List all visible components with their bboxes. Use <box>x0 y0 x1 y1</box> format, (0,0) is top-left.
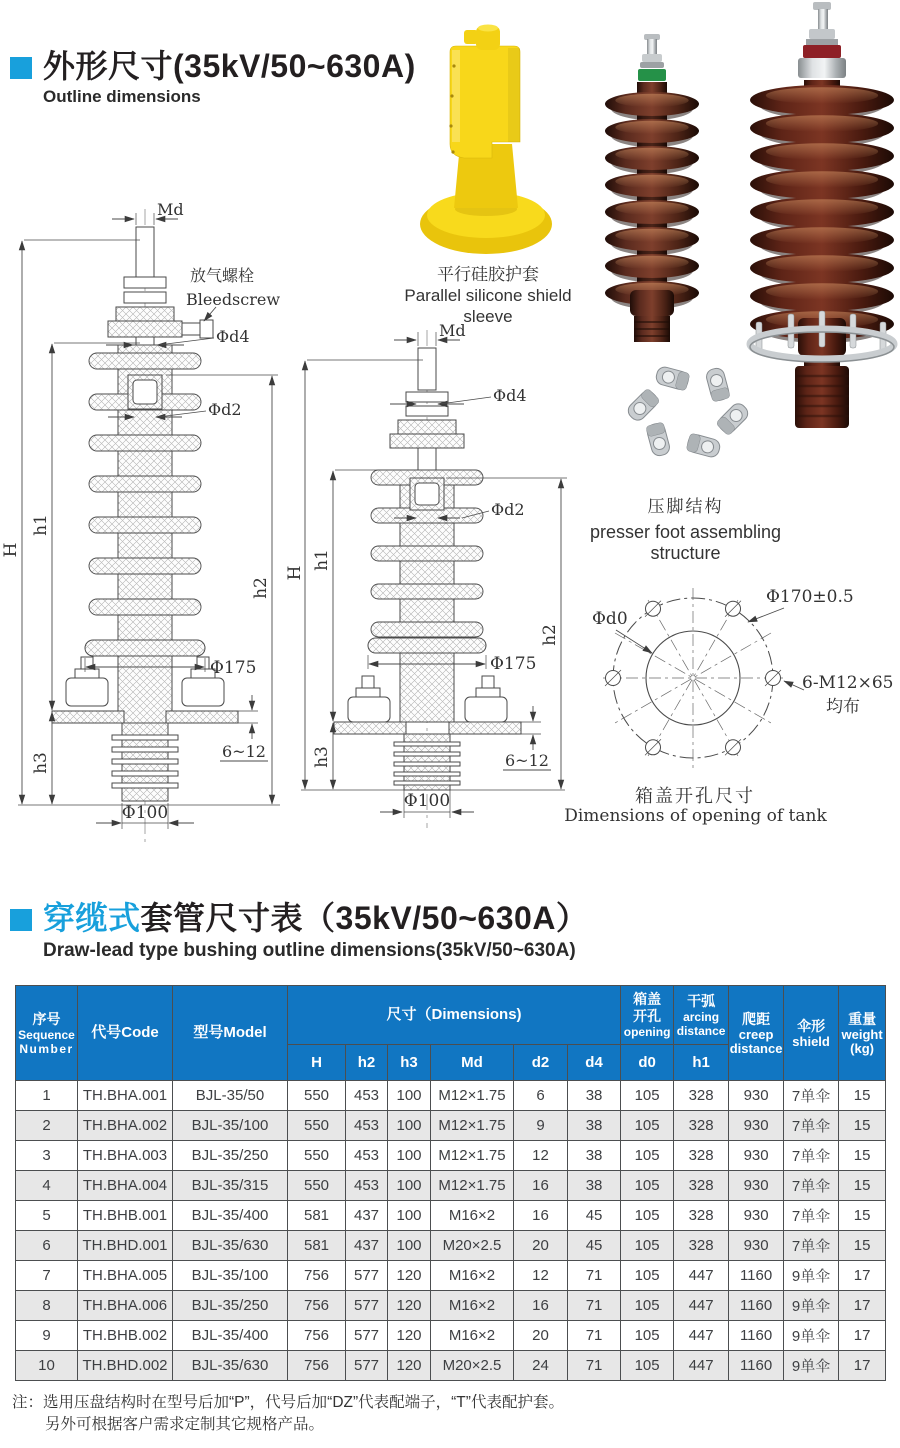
arc-cn: 干弧 <box>687 992 716 1009</box>
table-cell: 4 <box>16 1171 78 1201</box>
sleeve-caption-cn: 平行硅胶护套 <box>437 265 539 284</box>
table-cell: 105 <box>621 1261 674 1291</box>
table-cell: 15 <box>839 1201 886 1231</box>
model-label: 型号Model <box>193 1024 267 1041</box>
shield-en: shield <box>792 1033 830 1049</box>
seq-en1: Sequence <box>18 1027 75 1042</box>
dim-d2-label: Φd2 <box>208 400 242 419</box>
table-cell: 17 <box>839 1321 886 1351</box>
tank-bolt-circle-label: Φ170±0.5 <box>766 587 854 607</box>
table-cell: M12×1.75 <box>431 1171 514 1201</box>
page-title: 外形尺寸(35kV/50~630A) <box>43 48 416 84</box>
table-cell: 71 <box>568 1261 621 1291</box>
table-cell: 7单伞 <box>784 1201 839 1231</box>
open-en: opening <box>623 1025 671 1039</box>
table-cell: TH.BHD.002 <box>78 1351 173 1381</box>
table-cell: 7单伞 <box>784 1111 839 1141</box>
dim-h1-label: h1 <box>312 549 332 571</box>
table-cell: 38 <box>568 1111 621 1141</box>
dim-100-label: Φ100 <box>121 803 169 823</box>
table-cell: 1160 <box>729 1261 784 1291</box>
table-cell: 328 <box>674 1111 729 1141</box>
table-cell: BJL-35/400 <box>173 1201 288 1231</box>
table-cell: 930 <box>729 1171 784 1201</box>
table-cell: 38 <box>568 1171 621 1201</box>
table-cell: M16×2 <box>431 1261 514 1291</box>
sub-header-Md: Md <box>431 1045 514 1081</box>
dim-d4-label: Φd4 <box>493 386 527 405</box>
table-cell: 12 <box>514 1141 568 1171</box>
table-cell: 328 <box>674 1231 729 1261</box>
table-row <box>16 1201 886 1231</box>
table-cell: BJL-35/250 <box>173 1291 288 1321</box>
tank-bolts-note-label: 均布 <box>826 697 860 716</box>
section-bullet-icon <box>10 57 32 79</box>
table-cell: 17 <box>839 1291 886 1321</box>
table-cell: 1160 <box>729 1351 784 1381</box>
table-cell: 756 <box>288 1291 346 1321</box>
weight-en: weight <box>841 1026 883 1042</box>
table-cell: 756 <box>288 1321 346 1351</box>
dim-d2-label: Φd2 <box>491 500 525 519</box>
col-header-opening <box>621 986 674 1045</box>
table-cell: 930 <box>729 1081 784 1111</box>
table-cell: 447 <box>674 1351 729 1381</box>
table-cell: 328 <box>674 1201 729 1231</box>
table-cell: TH.BHA.003 <box>78 1141 173 1171</box>
table-cell: 71 <box>568 1351 621 1381</box>
shield-cn: 伞形 <box>797 1017 826 1034</box>
table-cell: 38 <box>568 1141 621 1171</box>
open-cn1: 箱盖 <box>633 991 662 1007</box>
table-cell: 100 <box>388 1081 431 1111</box>
table-cell: 7单伞 <box>784 1141 839 1171</box>
bleedscrew-en-label: Bleedscrew <box>186 290 281 309</box>
table-cell: 756 <box>288 1351 346 1381</box>
table-cell: 930 <box>729 1231 784 1261</box>
table-cell: 71 <box>568 1321 621 1351</box>
table-row <box>16 1081 886 1111</box>
dim-175-label: Φ175 <box>490 654 537 674</box>
sleeve-caption <box>380 260 596 327</box>
table-cell: 453 <box>346 1111 388 1141</box>
footnote-line-2: 另外可根据客户需求定制其它规格产品。 <box>45 1416 325 1433</box>
sub-header-d4: d4 <box>568 1045 621 1081</box>
table-cell: 24 <box>514 1351 568 1381</box>
table-cell: 581 <box>288 1201 346 1231</box>
dim-h2-label: h2 <box>251 577 271 599</box>
table-cell: M12×1.75 <box>431 1081 514 1111</box>
table-cell: 9单伞 <box>784 1291 839 1321</box>
table-cell: 20 <box>514 1231 568 1261</box>
table-title-highlight: 穿缆式 <box>43 900 141 936</box>
tank-d0-label: Φd0 <box>592 609 628 629</box>
table-cell: 38 <box>568 1081 621 1111</box>
table-cell: 100 <box>388 1171 431 1201</box>
dim-H-label: H <box>1 542 21 558</box>
table-cell: 6 <box>16 1231 78 1261</box>
table-cell: 328 <box>674 1081 729 1111</box>
table-cell: 100 <box>388 1111 431 1141</box>
table-cell: 9单伞 <box>784 1351 839 1381</box>
table-cell: 105 <box>621 1171 674 1201</box>
table-cell: BJL-35/50 <box>173 1081 288 1111</box>
table-cell: TH.BHA.004 <box>78 1171 173 1201</box>
table-cell: 577 <box>346 1261 388 1291</box>
table-cell: 581 <box>288 1231 346 1261</box>
table-cell: 5 <box>16 1201 78 1231</box>
table-cell: 447 <box>674 1261 729 1291</box>
table-cell: 930 <box>729 1111 784 1141</box>
table-cell: 7 <box>16 1261 78 1291</box>
dim-H-label: H <box>285 565 305 581</box>
table-cell: 577 <box>346 1351 388 1381</box>
table-cell: M16×2 <box>431 1321 514 1351</box>
col-header-weight <box>839 986 886 1081</box>
outline-drawing-left <box>0 195 300 867</box>
table-cell: M16×2 <box>431 1291 514 1321</box>
table-cell: 100 <box>388 1201 431 1231</box>
sub-header-h2: h2 <box>346 1045 388 1081</box>
open-cn2: 开孔 <box>633 1008 662 1024</box>
dim-h1-label: h1 <box>31 514 51 536</box>
dim-h3-label: h3 <box>312 746 332 768</box>
table-cell: 453 <box>346 1141 388 1171</box>
table-head <box>16 986 886 1081</box>
dim-d4-label: Φd4 <box>216 327 250 346</box>
table-cell: 577 <box>346 1291 388 1321</box>
table-cell: BJL-35/630 <box>173 1351 288 1381</box>
table-cell: M20×2.5 <box>431 1351 514 1381</box>
table-cell: 105 <box>621 1231 674 1261</box>
table-cell: 16 <box>514 1291 568 1321</box>
table-cell: TH.BHA.001 <box>78 1081 173 1111</box>
table-cell: TH.BHB.001 <box>78 1201 173 1231</box>
table-cell: 7单伞 <box>784 1081 839 1111</box>
presser-caption-en1: presser foot assembling <box>589 522 782 542</box>
dim-100-label: Φ100 <box>403 791 451 811</box>
bleedscrew-cn-label: 放气螺栓 <box>190 268 255 285</box>
tank-geometry <box>603 588 804 768</box>
table-cell: 15 <box>839 1231 886 1261</box>
table-cell: 756 <box>288 1261 346 1291</box>
section-outline-header <box>10 48 416 107</box>
table-cell: 15 <box>839 1141 886 1171</box>
silicone-sleeve-photo <box>408 22 568 260</box>
dim-h3-label: h3 <box>31 752 51 774</box>
table-cell: 105 <box>621 1351 674 1381</box>
creep-en1: creep <box>738 1026 774 1042</box>
sub-header-H: H <box>288 1045 346 1081</box>
dim-gap-label: 6~12 <box>222 742 266 761</box>
table-cell: BJL-35/315 <box>173 1171 288 1201</box>
sub-header-h1: h1 <box>674 1045 729 1081</box>
footnote-line-1: 注：选用压盘结构时在型号后加“P”，代号后加“DZ”代表配端子，“T”代表配护套。 <box>12 1394 564 1411</box>
sub-header-d2: d2 <box>514 1045 568 1081</box>
table-cell: BJL-35/100 <box>173 1261 288 1291</box>
table-row <box>16 1291 886 1321</box>
table-cell: TH.BHB.002 <box>78 1321 173 1351</box>
table-row <box>16 1231 886 1261</box>
table-cell: 105 <box>621 1111 674 1141</box>
table-cell: TH.BHA.006 <box>78 1291 173 1321</box>
table-cell: 15 <box>839 1081 886 1111</box>
weight-cn: 重量 <box>848 1010 877 1027</box>
table-cell: 45 <box>568 1201 621 1231</box>
table-cell: BJL-35/630 <box>173 1231 288 1261</box>
table-cell: 328 <box>674 1171 729 1201</box>
table-row <box>16 1351 886 1381</box>
seq-cn: 序号 <box>32 1010 61 1027</box>
table-cell: 550 <box>288 1081 346 1111</box>
table-section-subtitle: Draw-lead type bushing outline dimensions(35kV/50~630A) <box>43 939 576 961</box>
col-header-sequence <box>16 986 78 1081</box>
table-cell: 550 <box>288 1171 346 1201</box>
table-cell: 17 <box>839 1351 886 1381</box>
table-cell: M16×2 <box>431 1201 514 1231</box>
table-cell: 16 <box>514 1201 568 1231</box>
dim-gap-label: 6~12 <box>505 751 549 770</box>
code-label: 代号Code <box>91 1024 159 1041</box>
table-cell: 120 <box>388 1291 431 1321</box>
table-cell: 105 <box>621 1201 674 1231</box>
dim-175-label: Φ175 <box>210 658 257 678</box>
table-cell: 15 <box>839 1111 886 1141</box>
table-cell: 447 <box>674 1291 729 1321</box>
col-header-code <box>78 986 173 1081</box>
section-table-header <box>10 900 588 962</box>
table-cell: 930 <box>729 1201 784 1231</box>
col-header-creep <box>729 986 784 1081</box>
table-cell: 105 <box>621 1141 674 1171</box>
col-header-dimensions <box>288 986 621 1045</box>
table-cell: 1160 <box>729 1321 784 1351</box>
table-cell: 8 <box>16 1291 78 1321</box>
section2-bullet-icon <box>10 909 32 931</box>
table-cell: TH.BHA.005 <box>78 1261 173 1291</box>
table-cell: BJL-35/250 <box>173 1141 288 1171</box>
dimensions-table <box>15 985 886 1381</box>
table-cell: 10 <box>16 1351 78 1381</box>
table-row <box>16 1261 886 1291</box>
table-cell: 120 <box>388 1261 431 1291</box>
table-cell: 930 <box>729 1141 784 1171</box>
table-cell: 15 <box>839 1171 886 1201</box>
dims-label: 尺寸（Dimensions) <box>386 1006 522 1023</box>
table-row <box>16 1171 886 1201</box>
weight-unit: (kg) <box>850 1040 874 1056</box>
table-cell: 3 <box>16 1141 78 1171</box>
col-header-shield <box>784 986 839 1081</box>
table-cell: M12×1.75 <box>431 1141 514 1171</box>
tank-caption-en: Dimensions of opening of tank <box>564 806 827 826</box>
table-section-title <box>43 900 588 937</box>
table-row <box>16 1321 886 1351</box>
table-cell: 550 <box>288 1111 346 1141</box>
table-cell: 45 <box>568 1231 621 1261</box>
table-cell: 9单伞 <box>784 1321 839 1351</box>
table-cell: 120 <box>388 1351 431 1381</box>
presser-caption-cn: 压脚结构 <box>647 497 724 516</box>
table-cell: 100 <box>388 1231 431 1261</box>
table-cell: 16 <box>514 1171 568 1201</box>
tank-opening-drawing <box>578 582 900 782</box>
dim-md-label: Md <box>439 321 466 340</box>
table-cell: 9 <box>514 1111 568 1141</box>
dim-h2-label: h2 <box>540 624 560 646</box>
table-body <box>16 1081 886 1381</box>
sleeve-caption-en: Parallel silicone shield sleeve <box>404 286 572 326</box>
table-cell: 453 <box>346 1171 388 1201</box>
table-cell: 17 <box>839 1261 886 1291</box>
table-cell: BJL-35/400 <box>173 1321 288 1351</box>
table-cell: 12 <box>514 1261 568 1291</box>
table-cell: TH.BHA.002 <box>78 1111 173 1141</box>
arc-en1: arcing <box>683 1009 720 1024</box>
table-cell: 105 <box>621 1321 674 1351</box>
creep-en2: distance <box>729 1040 783 1056</box>
table-cell: 71 <box>568 1291 621 1321</box>
table-row <box>16 1141 886 1171</box>
bushing-photo-small <box>600 32 706 344</box>
table-cell: 9单伞 <box>784 1261 839 1291</box>
table-cell: 577 <box>346 1321 388 1351</box>
table-row <box>16 1111 886 1141</box>
page-subtitle: Outline dimensions <box>43 86 201 106</box>
table-title-rest: 套管尺寸表（35kV/50~630A） <box>140 900 589 936</box>
tank-bolts-label: 6-M12×65 <box>802 673 894 693</box>
table-cell: 453 <box>346 1081 388 1111</box>
table-cell: 105 <box>621 1291 674 1321</box>
dim-md-label: Md <box>157 200 184 219</box>
table-cell: 105 <box>621 1081 674 1111</box>
creep-cn: 爬距 <box>742 1010 771 1027</box>
presser-foot-photo <box>588 362 788 470</box>
footnote <box>12 1392 564 1436</box>
tank-labels <box>592 587 893 716</box>
table-cell: 6 <box>514 1081 568 1111</box>
table-cell: 7单伞 <box>784 1171 839 1201</box>
table-cell: M12×1.75 <box>431 1111 514 1141</box>
col-header-arcing <box>674 986 729 1045</box>
table-cell: 550 <box>288 1141 346 1171</box>
seq-en2: Number <box>19 1041 74 1056</box>
table-cell: 437 <box>346 1201 388 1231</box>
table-cell: 7单伞 <box>784 1231 839 1261</box>
bushing-small-shape <box>605 34 699 342</box>
table-cell: 20 <box>514 1321 568 1351</box>
arc-en2: distance <box>676 1023 726 1038</box>
col-header-model <box>173 986 288 1081</box>
table-cell: 1 <box>16 1081 78 1111</box>
presser-caption-en2: structure <box>650 543 721 563</box>
presser-caption <box>583 492 788 564</box>
tank-caption-cn: 箱盖开孔尺寸 <box>635 786 755 806</box>
silicone-sleeve-shape <box>420 25 552 255</box>
table-cell: 437 <box>346 1231 388 1261</box>
sub-header-h3: h3 <box>388 1045 431 1081</box>
table-cell: 1160 <box>729 1291 784 1321</box>
table-cell: 2 <box>16 1111 78 1141</box>
section-outline-titles <box>43 48 416 107</box>
table-cell: M20×2.5 <box>431 1231 514 1261</box>
table-cell: 9 <box>16 1321 78 1351</box>
table-cell: 100 <box>388 1141 431 1171</box>
table-cell: BJL-35/100 <box>173 1111 288 1141</box>
section-table-titles <box>43 900 588 962</box>
presser-foot-clips <box>625 365 751 458</box>
table-cell: 328 <box>674 1141 729 1171</box>
table-cell: 120 <box>388 1321 431 1351</box>
table-cell: 447 <box>674 1321 729 1351</box>
table-cell: TH.BHD.001 <box>78 1231 173 1261</box>
sub-header-d0: d0 <box>621 1045 674 1081</box>
outline-drawing-right <box>285 320 590 860</box>
